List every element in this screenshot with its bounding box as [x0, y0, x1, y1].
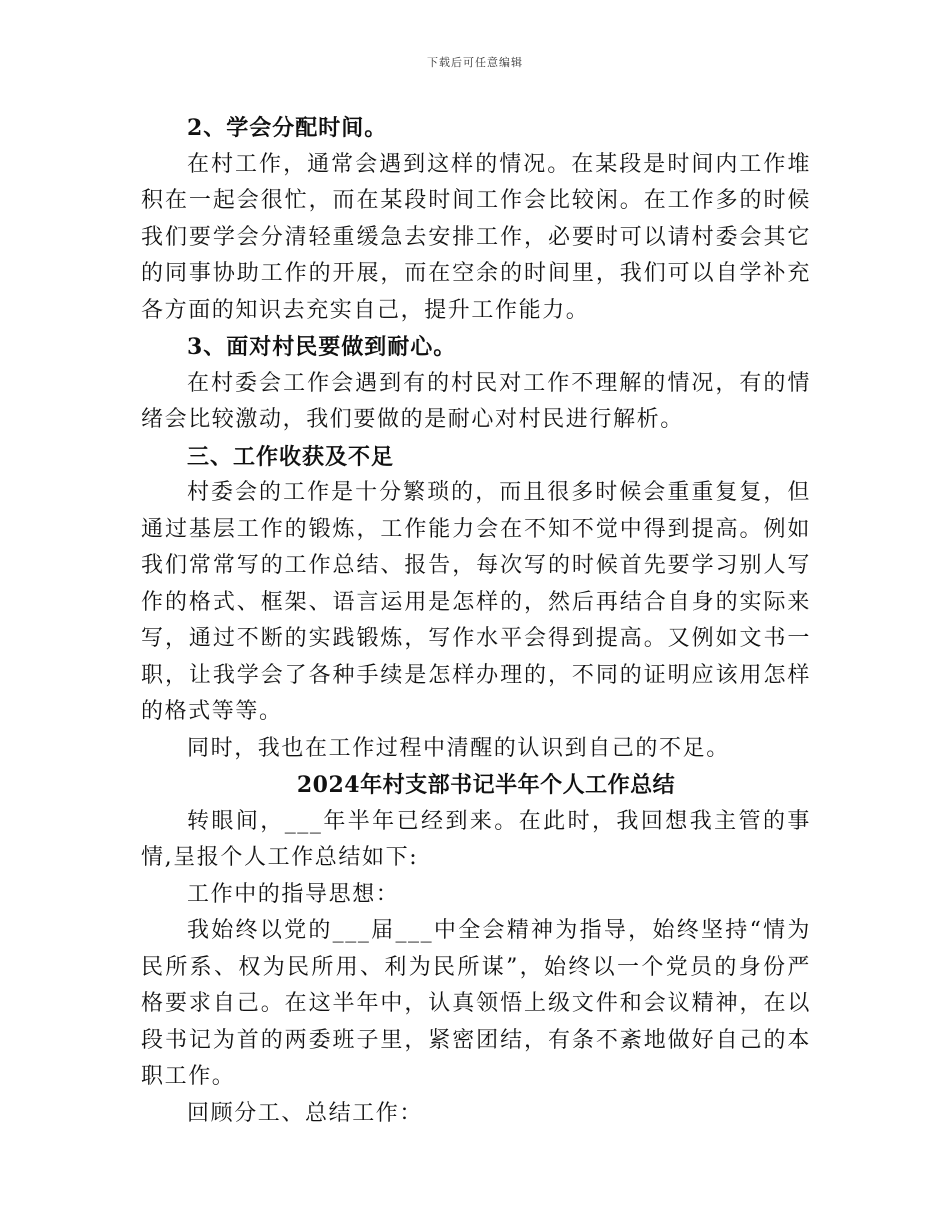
paragraph-shortcomings: 同时，我也在工作过程中清醒的认识到自己的不足。	[187, 735, 730, 761]
paragraph-guiding-thought: 我始终以党的___届___中全会精神为指导，始终坚持“情为民所系、权为民所用、利为民所谋”，始终以一个党员的身份严格要求自己。在这半年中，认真领悟上级文件和会议精神，在以段书记为首的两委班子里，紧密团结，有条不紊地做好自己的本职工作。	[141, 918, 811, 1089]
subheading-patience: 3、面对村民要做到耐心。	[187, 334, 457, 360]
header-note: 下载后可任意编辑	[427, 56, 523, 69]
paragraph-intro: 转眼间，___年半年已经到来。在此时，我回想我主管的事情,呈报个人工作总结如下:	[141, 808, 811, 870]
paragraph-review-label: 回顾分工、总结工作：	[187, 1100, 424, 1126]
section-heading-gains: 三、工作收获及不足	[187, 443, 395, 470]
paragraph-patience: 在村委会工作会遇到有的村民对工作不理解的情况，有的情绪会比较激动，我们要做的是耐心对村民进行解析。	[141, 370, 811, 432]
document-body	[141, 110, 811, 1132]
paragraph-gains: 村委会的工作是十分繁琐的，而且很多时候会重重复复，但通过基层工作的锻炼，工作能力会在不知不觉中得到提高。例如我们常常写的工作总结、报告，每次写的时候首先要学习别人写作的格式、框架、语言运用是怎样的，然后再结合自身的实际来写，通过不断的实践锻炼，写作水平会得到提高。又例如文书一职，让我学会了各种手续是怎样办理的，不同的证明应该用怎样的格式等等。	[141, 480, 811, 724]
paragraph-time-allocation: 在村工作，通常会遇到这样的情况。在某段是时间内工作堆积在一起会很忙，而在某段时间工作会比较闲。在工作多的时候我们要学会分清轻重缓急去安排工作，必要时可以请村委会其它的同事协助工作的开展，而在空余的时间里，我们可以自学补充各方面的知识去充实自己，提升工作能力。	[141, 151, 811, 323]
document-title: 2024年村支部书记半年个人工作总结	[296, 772, 676, 798]
subheading-time-allocation: 2、学会分配时间。	[187, 115, 388, 141]
paragraph-guiding-label: 工作中的指导思想：	[187, 881, 400, 907]
